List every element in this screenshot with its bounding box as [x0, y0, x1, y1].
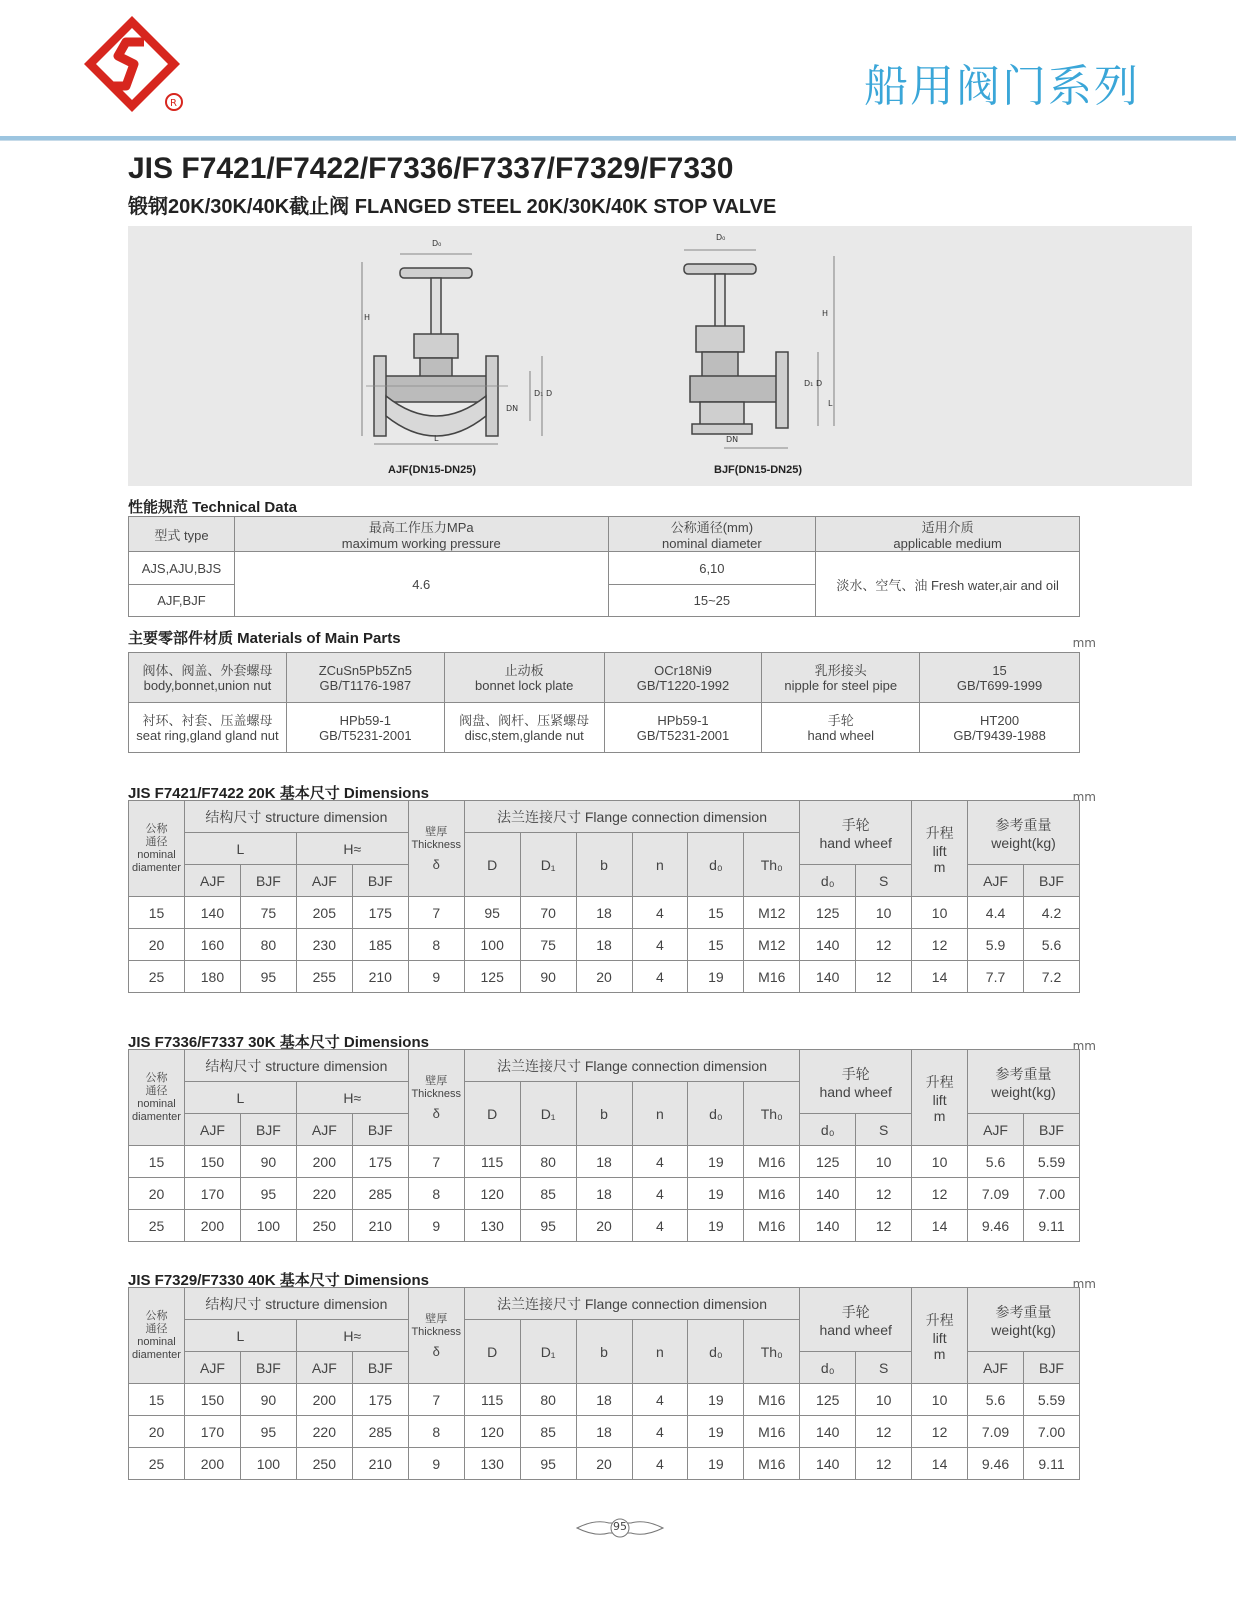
- technical-data-title: 性能规范 Technical Data: [128, 499, 297, 516]
- table-cell: 95: [520, 1448, 576, 1480]
- table-cell: 9.46: [968, 1448, 1024, 1480]
- table-cell: 170: [184, 1178, 240, 1210]
- table-cell: 95: [240, 1178, 296, 1210]
- table-cell: 15: [129, 1146, 185, 1178]
- dimension-unit: mm: [1072, 1277, 1096, 1291]
- material-cell: 阀盘、阀杆、压紧螺母 disc,stem,glande nut: [444, 703, 604, 753]
- table-cell: 4.4: [968, 897, 1024, 929]
- table-cell: 125: [800, 1384, 856, 1416]
- table-cell: 130: [464, 1448, 520, 1480]
- table-cell: M16: [744, 1416, 800, 1448]
- w-bjf-header: BJF: [1024, 865, 1080, 897]
- table-cell: 9.11: [1024, 1448, 1080, 1480]
- table-cell: 95: [520, 1210, 576, 1242]
- D1-header: D₁: [520, 1320, 576, 1384]
- material-cell: HT200 GB/T9439-1988: [920, 703, 1080, 753]
- table-cell: 18: [576, 929, 632, 961]
- table-cell: 18: [576, 1384, 632, 1416]
- structure-header: 结构尺寸 structure dimension: [184, 801, 408, 833]
- w-ajf-header: AJF: [968, 1114, 1024, 1146]
- medium-header: 适用介质 applicable medium: [816, 517, 1080, 552]
- table-cell: 15: [688, 897, 744, 929]
- table-cell: 20: [129, 1178, 185, 1210]
- table-cell: 220: [296, 1178, 352, 1210]
- handwheel-header: 手轮 hand wheef: [800, 1050, 912, 1114]
- weight-header: 参考重量 weight(kg): [968, 1288, 1080, 1352]
- table-cell: 5.6: [968, 1146, 1024, 1178]
- weight-header: 参考重量 weight(kg): [968, 1050, 1080, 1114]
- table-cell: 85: [520, 1416, 576, 1448]
- table-cell: 80: [520, 1384, 576, 1416]
- table-cell: 12: [912, 1178, 968, 1210]
- table-cell: 14: [912, 1448, 968, 1480]
- table-cell: 210: [352, 961, 408, 993]
- table-cell: 90: [240, 1146, 296, 1178]
- table-cell: 4: [632, 1448, 688, 1480]
- b-header: b: [576, 1320, 632, 1384]
- table-cell: 10: [856, 1384, 912, 1416]
- table-cell: 205: [296, 897, 352, 929]
- table-cell: 7: [408, 897, 464, 929]
- table-cell: 12: [856, 1178, 912, 1210]
- l-ajf-header: AJF: [184, 865, 240, 897]
- l-ajf-header: AJF: [184, 1352, 240, 1384]
- bjf-caption: BJF(DN15-DN25): [714, 464, 803, 476]
- table-cell: 4: [632, 929, 688, 961]
- table-row: [129, 1210, 1080, 1242]
- table-cell: 210: [352, 1210, 408, 1242]
- table-cell: 175: [352, 897, 408, 929]
- type-cell: AJF,BJF: [129, 585, 235, 617]
- table-cell: 25: [129, 1210, 185, 1242]
- table-cell: 175: [352, 1146, 408, 1178]
- l-bjf-header: BJF: [240, 1114, 296, 1146]
- table-cell: 7.2: [1024, 961, 1080, 993]
- table-cell: 18: [576, 897, 632, 929]
- valve-diagram-panel: [128, 226, 1192, 486]
- table-row: [129, 929, 1080, 961]
- table-cell: 10: [856, 1146, 912, 1178]
- table-cell: 160: [184, 929, 240, 961]
- table-cell: 250: [296, 1448, 352, 1480]
- b-header: b: [576, 833, 632, 897]
- table-cell: M12: [744, 929, 800, 961]
- table-cell: 25: [129, 1448, 185, 1480]
- thickness-header: 壁厚 Thickness δ: [408, 1288, 464, 1384]
- D-header: D: [464, 1082, 520, 1146]
- table-row: [129, 1448, 1080, 1480]
- table-cell: 175: [352, 1384, 408, 1416]
- svg-text:DN: DN: [506, 404, 519, 413]
- table-cell: 12: [856, 961, 912, 993]
- h-bjf-header: BJF: [352, 1352, 408, 1384]
- pressure-cell: 4.6: [234, 552, 608, 617]
- table-cell: 7.09: [968, 1416, 1024, 1448]
- L-header: L: [184, 1320, 296, 1352]
- svg-text:H: H: [822, 309, 829, 318]
- n-header: n: [632, 1082, 688, 1146]
- dimension-table-title: JIS F7421/F7422 20K 基本尺寸 Dimensions: [128, 785, 429, 802]
- table-cell: 8: [408, 1178, 464, 1210]
- table-cell: 9: [408, 1448, 464, 1480]
- nominal-header: 公称 通径 nominal diamenter: [129, 1288, 185, 1384]
- w-ajf-header: AJF: [968, 865, 1024, 897]
- hw-d0-header: d₀: [800, 865, 856, 897]
- table-cell: 150: [184, 1384, 240, 1416]
- table-row: [129, 897, 1080, 929]
- table-cell: 4: [632, 1178, 688, 1210]
- table-cell: 12: [912, 1416, 968, 1448]
- material-cell: 乳形接头 nipple for steel pipe: [762, 653, 920, 703]
- table-cell: 20: [576, 1448, 632, 1480]
- table-cell: 85: [520, 1178, 576, 1210]
- table-cell: 5.59: [1024, 1384, 1080, 1416]
- table-cell: 7.00: [1024, 1178, 1080, 1210]
- table-cell: 130: [464, 1210, 520, 1242]
- technical-data-table: [128, 516, 1080, 617]
- svg-text:H: H: [364, 313, 371, 322]
- h-ajf-header: AJF: [296, 865, 352, 897]
- material-cell: 手轮 hand wheel: [762, 703, 920, 753]
- table-cell: 250: [296, 1210, 352, 1242]
- type-header: 型式 type: [129, 517, 235, 552]
- table-cell: M16: [744, 961, 800, 993]
- table-row: [129, 1146, 1080, 1178]
- table-cell: 95: [240, 961, 296, 993]
- material-cell: 衬环、衬套、压盖螺母 seat ring,gland gland nut: [129, 703, 287, 753]
- table-cell: 140: [800, 1210, 856, 1242]
- dimension-table: [128, 1287, 1080, 1480]
- table-cell: 19: [688, 1178, 744, 1210]
- table-cell: 140: [800, 961, 856, 993]
- table-cell: 7.00: [1024, 1416, 1080, 1448]
- table-cell: 210: [352, 1448, 408, 1480]
- table-cell: 14: [912, 961, 968, 993]
- svg-text:R: R: [170, 98, 177, 109]
- page-number: 95: [613, 1520, 627, 1533]
- svg-text:D₀: D₀: [432, 239, 442, 248]
- table-cell: 150: [184, 1146, 240, 1178]
- table-cell: 12: [856, 1416, 912, 1448]
- dimension-table: [128, 800, 1080, 993]
- hw-d0-header: d₀: [800, 1114, 856, 1146]
- table-cell: 10: [912, 1384, 968, 1416]
- materials-title: 主要零部件材质 Materials of Main Parts: [128, 630, 401, 647]
- table-cell: 140: [184, 897, 240, 929]
- table-cell: 95: [240, 1416, 296, 1448]
- svg-text:D: D: [546, 389, 553, 398]
- table-cell: 4: [632, 1146, 688, 1178]
- table-cell: 19: [688, 961, 744, 993]
- w-bjf-header: BJF: [1024, 1114, 1080, 1146]
- L-header: L: [184, 1082, 296, 1114]
- table-cell: 7: [408, 1384, 464, 1416]
- svg-text:D₁: D₁: [804, 379, 814, 388]
- svg-text:D₀: D₀: [716, 233, 726, 242]
- table-cell: 18: [576, 1146, 632, 1178]
- flange-header: 法兰连接尺寸 Flange connection dimension: [464, 1050, 800, 1082]
- flange-header: 法兰连接尺寸 Flange connection dimension: [464, 801, 800, 833]
- d0-header: d₀: [688, 1082, 744, 1146]
- table-cell: 20: [129, 929, 185, 961]
- table-cell: M16: [744, 1384, 800, 1416]
- dimension-table-title: JIS F7336/F7337 30K 基本尺寸 Dimensions: [128, 1034, 429, 1051]
- H-header: H≈: [296, 1082, 408, 1114]
- table-cell: 4: [632, 1210, 688, 1242]
- H-header: H≈: [296, 1320, 408, 1352]
- lift-header: 升程 lift m: [912, 1050, 968, 1146]
- table-cell: 15: [129, 1384, 185, 1416]
- th0-header: Th₀: [744, 1320, 800, 1384]
- table-cell: 185: [352, 929, 408, 961]
- D-header: D: [464, 1320, 520, 1384]
- w-bjf-header: BJF: [1024, 1352, 1080, 1384]
- svg-text:L: L: [828, 399, 833, 408]
- table-cell: 10: [856, 897, 912, 929]
- D1-header: D₁: [520, 1082, 576, 1146]
- hw-d0-header: d₀: [800, 1352, 856, 1384]
- table-cell: 19: [688, 1210, 744, 1242]
- table-cell: 200: [184, 1448, 240, 1480]
- table-cell: M16: [744, 1178, 800, 1210]
- l-ajf-header: AJF: [184, 1114, 240, 1146]
- table-cell: 19: [688, 1416, 744, 1448]
- table-cell: 80: [520, 1146, 576, 1178]
- type-cell: AJS,AJU,BJS: [129, 552, 235, 585]
- material-cell: ZCuSn5Pb5Zn5 GB/T1176-1987: [286, 653, 444, 703]
- table-cell: 20: [576, 1210, 632, 1242]
- table-cell: 115: [464, 1146, 520, 1178]
- b-header: b: [576, 1082, 632, 1146]
- h-ajf-header: AJF: [296, 1352, 352, 1384]
- table-cell: 100: [240, 1448, 296, 1480]
- thickness-header: 壁厚 Thickness δ: [408, 1050, 464, 1146]
- diameter-cell: 15~25: [608, 585, 816, 617]
- material-cell: HPb59-1 GB/T5231-2001: [286, 703, 444, 753]
- material-cell: 阀体、阀盖、外套螺母 body,bonnet,union nut: [129, 653, 287, 703]
- table-cell: 8: [408, 929, 464, 961]
- table-cell: 80: [240, 929, 296, 961]
- diameter-header: 公称通径(mm) nominal diameter: [608, 517, 816, 552]
- table-cell: 4: [632, 1416, 688, 1448]
- dimension-unit: mm: [1072, 790, 1096, 804]
- valve-drawings: [128, 226, 1192, 486]
- table-cell: M12: [744, 897, 800, 929]
- table-row: [129, 1384, 1080, 1416]
- table-cell: 20: [576, 961, 632, 993]
- dimension-table: [128, 1049, 1080, 1242]
- table-cell: 7: [408, 1146, 464, 1178]
- table-cell: 12: [856, 1448, 912, 1480]
- table-cell: 5.6: [1024, 929, 1080, 961]
- table-row: [129, 1416, 1080, 1448]
- table-cell: 4.2: [1024, 897, 1080, 929]
- table-cell: 4: [632, 1384, 688, 1416]
- product-title: JIS F7421/F7422/F7336/F7337/F7329/F7330: [128, 152, 734, 185]
- table-cell: 200: [184, 1210, 240, 1242]
- n-header: n: [632, 833, 688, 897]
- table-cell: 9: [408, 961, 464, 993]
- table-cell: 5.9: [968, 929, 1024, 961]
- table-cell: 18: [576, 1416, 632, 1448]
- table-cell: 4: [632, 897, 688, 929]
- structure-header: 结构尺寸 structure dimension: [184, 1050, 408, 1082]
- table-cell: 9: [408, 1210, 464, 1242]
- L-header: L: [184, 833, 296, 865]
- th0-header: Th₀: [744, 833, 800, 897]
- d0-header: d₀: [688, 1320, 744, 1384]
- table-cell: 7.09: [968, 1178, 1024, 1210]
- product-subtitle: 锻钢20K/30K/40K截止阀 FLANGED STEEL 20K/30K/40K STOP VALVE: [128, 196, 777, 218]
- lift-header: 升程 lift m: [912, 801, 968, 897]
- w-ajf-header: AJF: [968, 1352, 1024, 1384]
- table-cell: 255: [296, 961, 352, 993]
- D1-header: D₁: [520, 833, 576, 897]
- table-cell: 9.11: [1024, 1210, 1080, 1242]
- table-cell: 10: [912, 1146, 968, 1178]
- handwheel-header: 手轮 hand wheef: [800, 801, 912, 865]
- s-header: S: [856, 865, 912, 897]
- table-cell: 10: [912, 897, 968, 929]
- table-cell: 100: [464, 929, 520, 961]
- d0-header: d₀: [688, 833, 744, 897]
- table-cell: M16: [744, 1448, 800, 1480]
- table-cell: 230: [296, 929, 352, 961]
- h-ajf-header: AJF: [296, 1114, 352, 1146]
- table-cell: 140: [800, 1448, 856, 1480]
- flange-header: 法兰连接尺寸 Flange connection dimension: [464, 1288, 800, 1320]
- table-cell: 125: [800, 1146, 856, 1178]
- ajf-valve-drawing: [366, 268, 508, 436]
- table-cell: M16: [744, 1210, 800, 1242]
- table-cell: 8: [408, 1416, 464, 1448]
- table-cell: 12: [856, 1210, 912, 1242]
- table-cell: 70: [520, 897, 576, 929]
- table-cell: 15: [129, 897, 185, 929]
- table-cell: 7.7: [968, 961, 1024, 993]
- materials-unit: mm: [1072, 636, 1096, 650]
- table-cell: 220: [296, 1416, 352, 1448]
- table-cell: 12: [912, 929, 968, 961]
- material-cell: 止动板 bonnet lock plate: [444, 653, 604, 703]
- brand-title: 船用阀门系列: [864, 61, 1140, 112]
- table-cell: 125: [464, 961, 520, 993]
- svg-text:D: D: [816, 379, 823, 388]
- H-header: H≈: [296, 833, 408, 865]
- s-header: S: [856, 1114, 912, 1146]
- table-cell: 90: [240, 1384, 296, 1416]
- h-bjf-header: BJF: [352, 1114, 408, 1146]
- D-header: D: [464, 833, 520, 897]
- table-cell: 12: [856, 929, 912, 961]
- table-cell: 9.46: [968, 1210, 1024, 1242]
- material-cell: 15 GB/T699-1999: [920, 653, 1080, 703]
- table-row: [129, 961, 1080, 993]
- bjf-valve-drawing: [684, 264, 788, 434]
- material-cell: OCr18Ni9 GB/T1220-1992: [604, 653, 762, 703]
- table-cell: 18: [576, 1178, 632, 1210]
- table-cell: M16: [744, 1146, 800, 1178]
- table-cell: 75: [240, 897, 296, 929]
- table-cell: 19: [688, 1384, 744, 1416]
- svg-text:DN: DN: [726, 435, 739, 444]
- thickness-header: 壁厚 Thickness δ: [408, 801, 464, 897]
- n-header: n: [632, 1320, 688, 1384]
- l-bjf-header: BJF: [240, 1352, 296, 1384]
- table-cell: 285: [352, 1178, 408, 1210]
- nominal-header: 公称 通径 nominal diamenter: [129, 801, 185, 897]
- svg-text:D₁: D₁: [534, 389, 544, 398]
- svg-text:L: L: [434, 434, 439, 443]
- medium-cell: 淡水、空气、油 Fresh water,air and oil: [816, 552, 1080, 617]
- th0-header: Th₀: [744, 1082, 800, 1146]
- table-cell: 19: [688, 1146, 744, 1178]
- weight-header: 参考重量 weight(kg): [968, 801, 1080, 865]
- materials-table: [128, 652, 1080, 753]
- pressure-header: 最高工作压力MPa maximum working pressure: [234, 517, 608, 552]
- table-cell: 15: [688, 929, 744, 961]
- table-row: [129, 1178, 1080, 1210]
- lift-header: 升程 lift m: [912, 1288, 968, 1384]
- table-cell: 180: [184, 961, 240, 993]
- table-cell: 115: [464, 1384, 520, 1416]
- handwheel-header: 手轮 hand wheef: [800, 1288, 912, 1352]
- table-cell: 95: [464, 897, 520, 929]
- table-cell: 140: [800, 1416, 856, 1448]
- diameter-cell: 6,10: [608, 552, 816, 585]
- table-cell: 120: [464, 1416, 520, 1448]
- table-cell: 140: [800, 1178, 856, 1210]
- table-cell: 285: [352, 1416, 408, 1448]
- table-cell: 19: [688, 1448, 744, 1480]
- s-header: S: [856, 1352, 912, 1384]
- dimension-unit: mm: [1072, 1039, 1096, 1053]
- table-cell: 5.6: [968, 1384, 1024, 1416]
- l-bjf-header: BJF: [240, 865, 296, 897]
- h-bjf-header: BJF: [352, 865, 408, 897]
- table-cell: 4: [632, 961, 688, 993]
- table-cell: 120: [464, 1178, 520, 1210]
- material-cell: HPb59-1 GB/T5231-2001: [604, 703, 762, 753]
- table-cell: 5.59: [1024, 1146, 1080, 1178]
- table-cell: 140: [800, 929, 856, 961]
- company-logo-icon: [82, 12, 192, 116]
- table-cell: 14: [912, 1210, 968, 1242]
- table-cell: 170: [184, 1416, 240, 1448]
- table-cell: 75: [520, 929, 576, 961]
- structure-header: 结构尺寸 structure dimension: [184, 1288, 408, 1320]
- table-cell: 20: [129, 1416, 185, 1448]
- table-cell: 90: [520, 961, 576, 993]
- table-cell: 200: [296, 1384, 352, 1416]
- table-cell: 125: [800, 897, 856, 929]
- dimension-table-title: JIS F7329/F7330 40K 基本尺寸 Dimensions: [128, 1272, 429, 1289]
- ajf-caption: AJF(DN15-DN25): [388, 464, 477, 476]
- table-cell: 100: [240, 1210, 296, 1242]
- table-cell: 200: [296, 1146, 352, 1178]
- table-cell: 25: [129, 961, 185, 993]
- nominal-header: 公称 通径 nominal diamenter: [129, 1050, 185, 1146]
